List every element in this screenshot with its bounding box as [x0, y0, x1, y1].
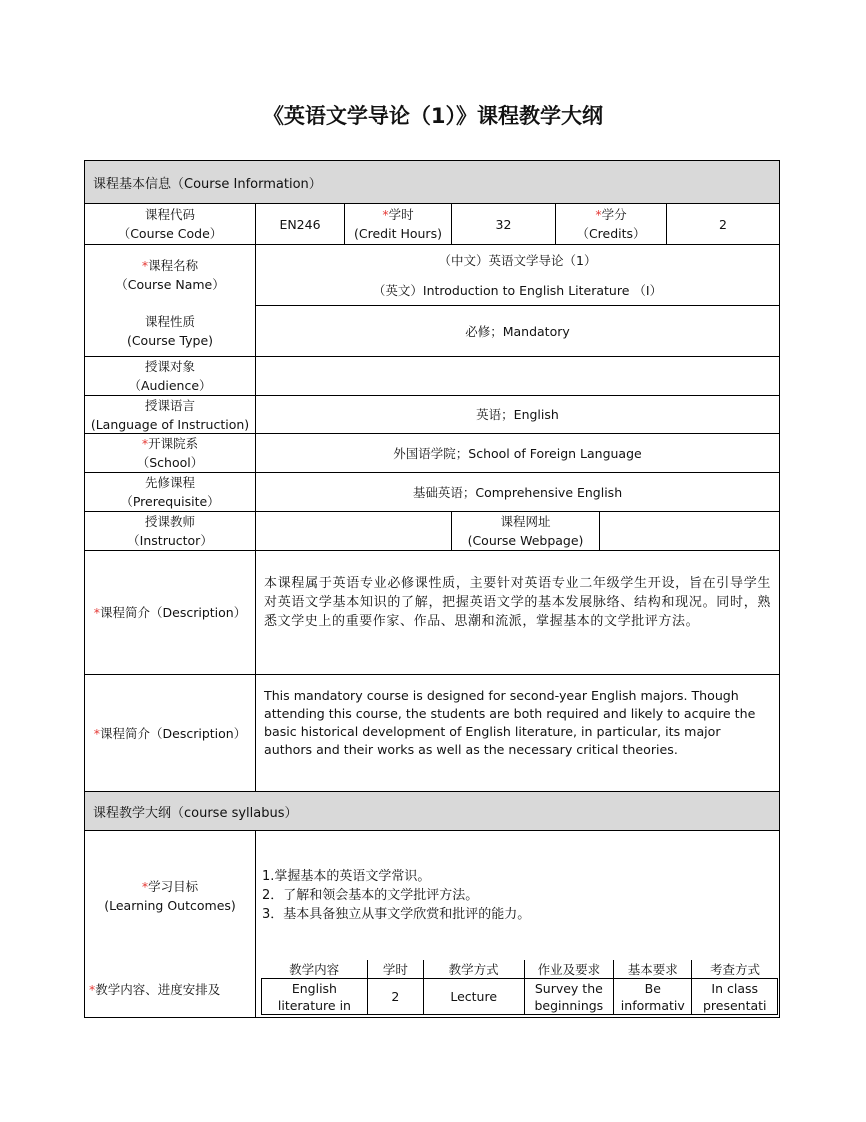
schedule-cell: Be informativ [614, 979, 692, 1015]
webpage-label-en: (Course Webpage) [467, 533, 584, 548]
schedule-cell: English literature in [262, 979, 368, 1015]
outcomes-label [85, 831, 256, 961]
credits-value: 2 [667, 204, 779, 245]
section-header-course-info: 课程基本信息（Course Information） [85, 161, 779, 204]
audience-label-zh: 授课对象 [144, 359, 195, 374]
outcome-item: 3．基本具备独立从事文学欣赏和批评的能力。 [262, 907, 531, 922]
required-star: * [89, 981, 96, 997]
prerequisite-value: 基础英语；Comprehensive English [256, 473, 779, 512]
prerequisite-label-en: （Prerequisite） [120, 494, 220, 509]
course-name-value [256, 245, 779, 306]
description-zh-label-text: 课程简介（Description） [100, 605, 247, 620]
required-star: * [141, 436, 149, 451]
course-code-label-zh: 课程代码 [144, 207, 195, 222]
required-star: * [141, 258, 149, 273]
webpage-value [600, 512, 779, 551]
outcome-item: 2．了解和领会基本的文学批评方法。 [262, 888, 479, 903]
course-type-label [85, 305, 256, 357]
credits-label [556, 204, 667, 245]
prerequisite-label-zh: 先修课程 [144, 475, 195, 490]
instructor-value [256, 512, 452, 551]
prerequisite-label [85, 473, 256, 512]
outcomes-label-en: (Learning Outcomes) [104, 898, 236, 913]
webpage-label-zh: 课程网址 [500, 514, 551, 529]
section-header-syllabus: 课程教学大纲（course syllabus） [85, 791, 779, 831]
language-label-zh: 授课语言 [144, 397, 195, 413]
schedule-header-cell: 学时 [367, 960, 423, 979]
schedule-row [262, 979, 778, 1015]
course-name-label-zh: 课程名称 [148, 258, 199, 273]
course-type-value: 必修；Mandatory [256, 306, 779, 357]
course-name-label [85, 245, 256, 305]
description-zh-label [85, 551, 256, 675]
schedule-cell: Lecture [423, 979, 524, 1015]
schedule-label [85, 961, 256, 1017]
school-label-zh: 开课院系 [148, 436, 199, 451]
instructor-label-zh: 授课教师 [144, 514, 195, 529]
course-type-label-zh: 课程性质 [144, 313, 195, 329]
language-label-en: (Language of Instruction) [90, 416, 250, 432]
course-name-label-en: （Course Name） [115, 277, 225, 292]
credits-label-en: （Credits） [576, 226, 646, 241]
language-label [85, 396, 256, 434]
credit-hours-label [345, 204, 452, 245]
description-en-label-text: 课程简介（Description） [100, 725, 247, 741]
webpage-label [452, 512, 600, 551]
outcome-item: 1.掌握基本的英语文学常识。 [262, 869, 431, 884]
schedule-header-row [262, 960, 778, 979]
description-en-label [85, 675, 256, 791]
course-info-table [84, 160, 780, 1018]
schedule-table [261, 960, 778, 1015]
instructor-label [85, 512, 256, 551]
language-value: 英语；English [256, 396, 779, 434]
schedule-label-text: 教学内容、进度安排及 [95, 981, 221, 997]
credits-label-zh: 学分 [601, 207, 627, 222]
schedule-header-cell: 作业及要求 [524, 960, 614, 979]
audience-label-en: （Audience） [128, 378, 212, 393]
course-code-label-en: （Course Code） [117, 226, 223, 241]
page-title: 《英语文学导论（1）》课程教学大纲 [262, 104, 604, 128]
schedule-cell: 2 [367, 979, 423, 1015]
school-value: 外国语学院；School of Foreign Language [256, 434, 779, 473]
description-en-text: This mandatory course is designed for second-year English majors. Though attending this course, the students are both required and likely to acquire the basic historical development of English literature, in particular, its major authors and their works as well as the necessary critical theories. [264, 688, 756, 757]
schedule-cell: In class presentati [692, 979, 778, 1015]
required-star: * [382, 207, 389, 222]
schedule-cell: Survey the beginnings [524, 979, 614, 1015]
required-star: * [141, 879, 149, 894]
credit-hours-value: 32 [452, 204, 556, 245]
course-code-value: EN246 [256, 204, 345, 245]
school-label-en: （School） [136, 455, 204, 470]
audience-value [256, 357, 779, 396]
required-star: * [93, 605, 101, 620]
instructor-label-en: （Instructor） [127, 533, 213, 548]
schedule-header-cell: 教学方式 [423, 960, 524, 979]
schedule-header-cell: 考查方式 [692, 960, 778, 979]
course-name-en: （英文）Introduction to English Literature （I） [372, 282, 663, 298]
description-zh-text: 本课程属于英语专业必修课性质，主要针对英语专业二年级学生开设，旨在引导学生对英语文学基本知识的了解，把握英语文学的基本发展脉络、结构和现况。同时，熟悉文学史上的重要作家、作品、思潮和流派，掌握基本的文学批评方法。 [264, 576, 771, 629]
credit-hours-label-zh: 学时 [388, 207, 414, 222]
audience-label [85, 357, 256, 396]
schedule-header-cell: 基本要求 [614, 960, 692, 979]
course-code-label [85, 204, 256, 245]
outcomes-list [262, 867, 530, 924]
credit-hours-label-en: (Credit Hours) [354, 226, 442, 241]
schedule-header-cell: 教学内容 [262, 960, 368, 979]
course-type-label-en: (Course Type) [126, 332, 214, 348]
course-name-zh: （中文）英语文学导论（1） [438, 252, 597, 268]
required-star: * [595, 207, 602, 222]
outcomes-label-zh: 学习目标 [148, 879, 199, 894]
school-label [85, 434, 256, 473]
required-star: * [93, 725, 101, 741]
